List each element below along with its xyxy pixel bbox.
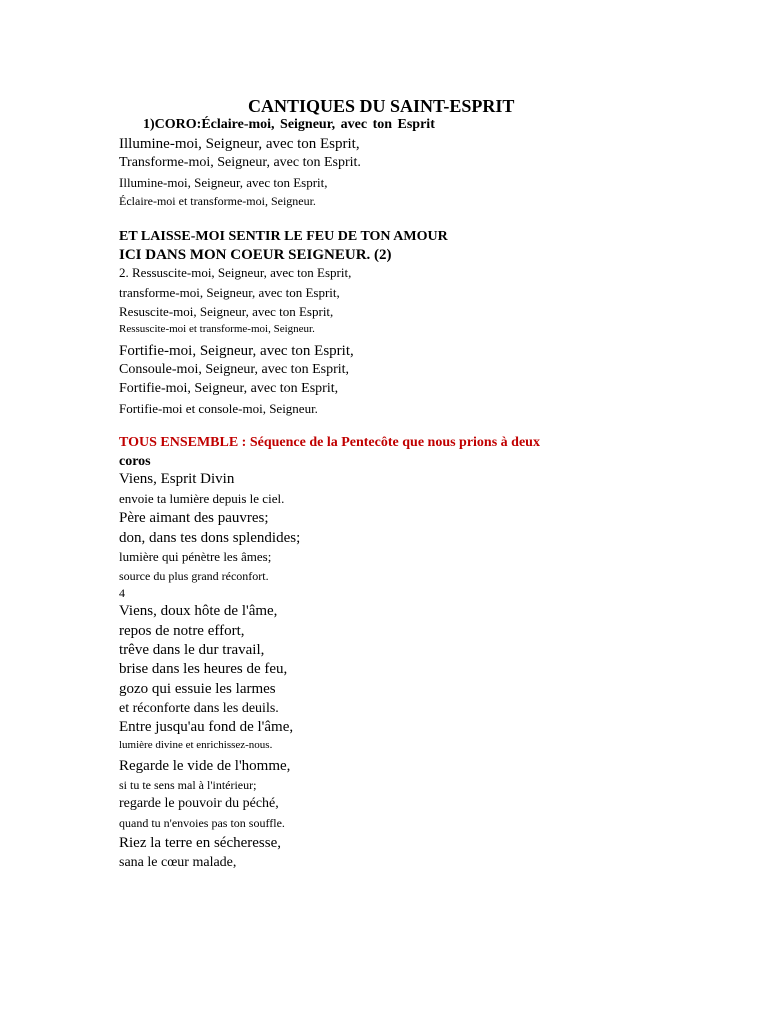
sequence-line: don, dans tes dons splendides; — [119, 530, 301, 546]
refrain-line: ET LAISSE-MOI SENTIR LE FEU DE TON AMOUR — [119, 229, 448, 244]
tous-ensemble-heading: TOUS ENSEMBLE : Séquence de la Pentecôte que nous prions à deux — [119, 435, 540, 450]
sequence-line: regarde le pouvoir du péché, — [119, 796, 279, 811]
sequence-line: Père aimant des pauvres; — [119, 510, 269, 526]
page-title: CANTIQUES DU SAINT-ESPRIT — [248, 96, 515, 116]
sequence-line: Regarde le vide de l'homme, — [119, 758, 291, 774]
sequence-line: lumière qui pénètre les âmes; — [119, 549, 272, 564]
verse-1-line: Illumine-moi, Seigneur, avec ton Esprit, — [119, 136, 360, 152]
coro-heading: 1)CORO:Éclaire-moi, Seigneur, avec ton Esprit — [143, 117, 435, 132]
sequence-line: si tu te sens mal à l'intérieur; — [119, 778, 257, 792]
sequence-line: 4 — [119, 586, 125, 600]
verse-1-line: Illumine-moi, Seigneur, avec ton Esprit, — [119, 175, 328, 190]
coros-label: coros — [119, 454, 151, 469]
sequence-line: et réconforte dans les deuils. — [119, 701, 279, 716]
sequence-line: sana le cœur malade, — [119, 855, 237, 870]
sequence-line: quand tu n'envoies pas ton souffle. — [119, 816, 285, 830]
verse-3-line: Consoule-moi, Seigneur, avec ton Esprit, — [119, 362, 350, 377]
sequence-line: Viens, Esprit Divin — [119, 471, 235, 487]
verse-1-line: Transforme-moi, Seigneur, avec ton Esprit. — [119, 155, 361, 170]
sequence-line: brise dans les heures de feu, — [119, 661, 288, 677]
sequence-line: Viens, doux hôte de l'âme, — [119, 603, 278, 619]
sequence-line: Entre jusqu'au fond de l'âme, — [119, 719, 294, 735]
verse-3-line: Fortifie-moi, Seigneur, avec ton Esprit, — [119, 343, 354, 359]
sequence-line: source du plus grand réconfort. — [119, 569, 269, 583]
sequence-line: Riez la terre en sécheresse, — [119, 835, 281, 851]
verse-2-line: Resuscite-moi, Seigneur, avec ton Esprit, — [119, 304, 334, 319]
refrain-line: ICI DANS MON COEUR SEIGNEUR. (2) — [119, 247, 392, 263]
sequence-line: repos de notre effort, — [119, 623, 245, 639]
verse-3-line: Fortifie-moi et console-moi, Seigneur. — [119, 401, 318, 416]
verse-3-line: Fortifie-moi, Seigneur, avec ton Esprit, — [119, 381, 339, 396]
verse-1-line: Éclaire-moi et transforme-moi, Seigneur. — [119, 194, 316, 208]
sequence-line: envoie ta lumière depuis le ciel. — [119, 491, 285, 506]
verse-2-line: transforme-moi, Seigneur, avec ton Esprit, — [119, 285, 340, 300]
verse-2-line: 2. Ressuscite-moi, Seigneur, avec ton Esprit, — [119, 265, 352, 280]
sequence-line: gozo qui essuie les larmes — [119, 681, 276, 697]
sequence-line: trêve dans le dur travail, — [119, 642, 265, 658]
sequence-line: lumière divine et enrichissez-nous. — [119, 739, 273, 751]
verse-2-line: Ressuscite-moi et transforme-moi, Seigneur. — [119, 323, 315, 335]
